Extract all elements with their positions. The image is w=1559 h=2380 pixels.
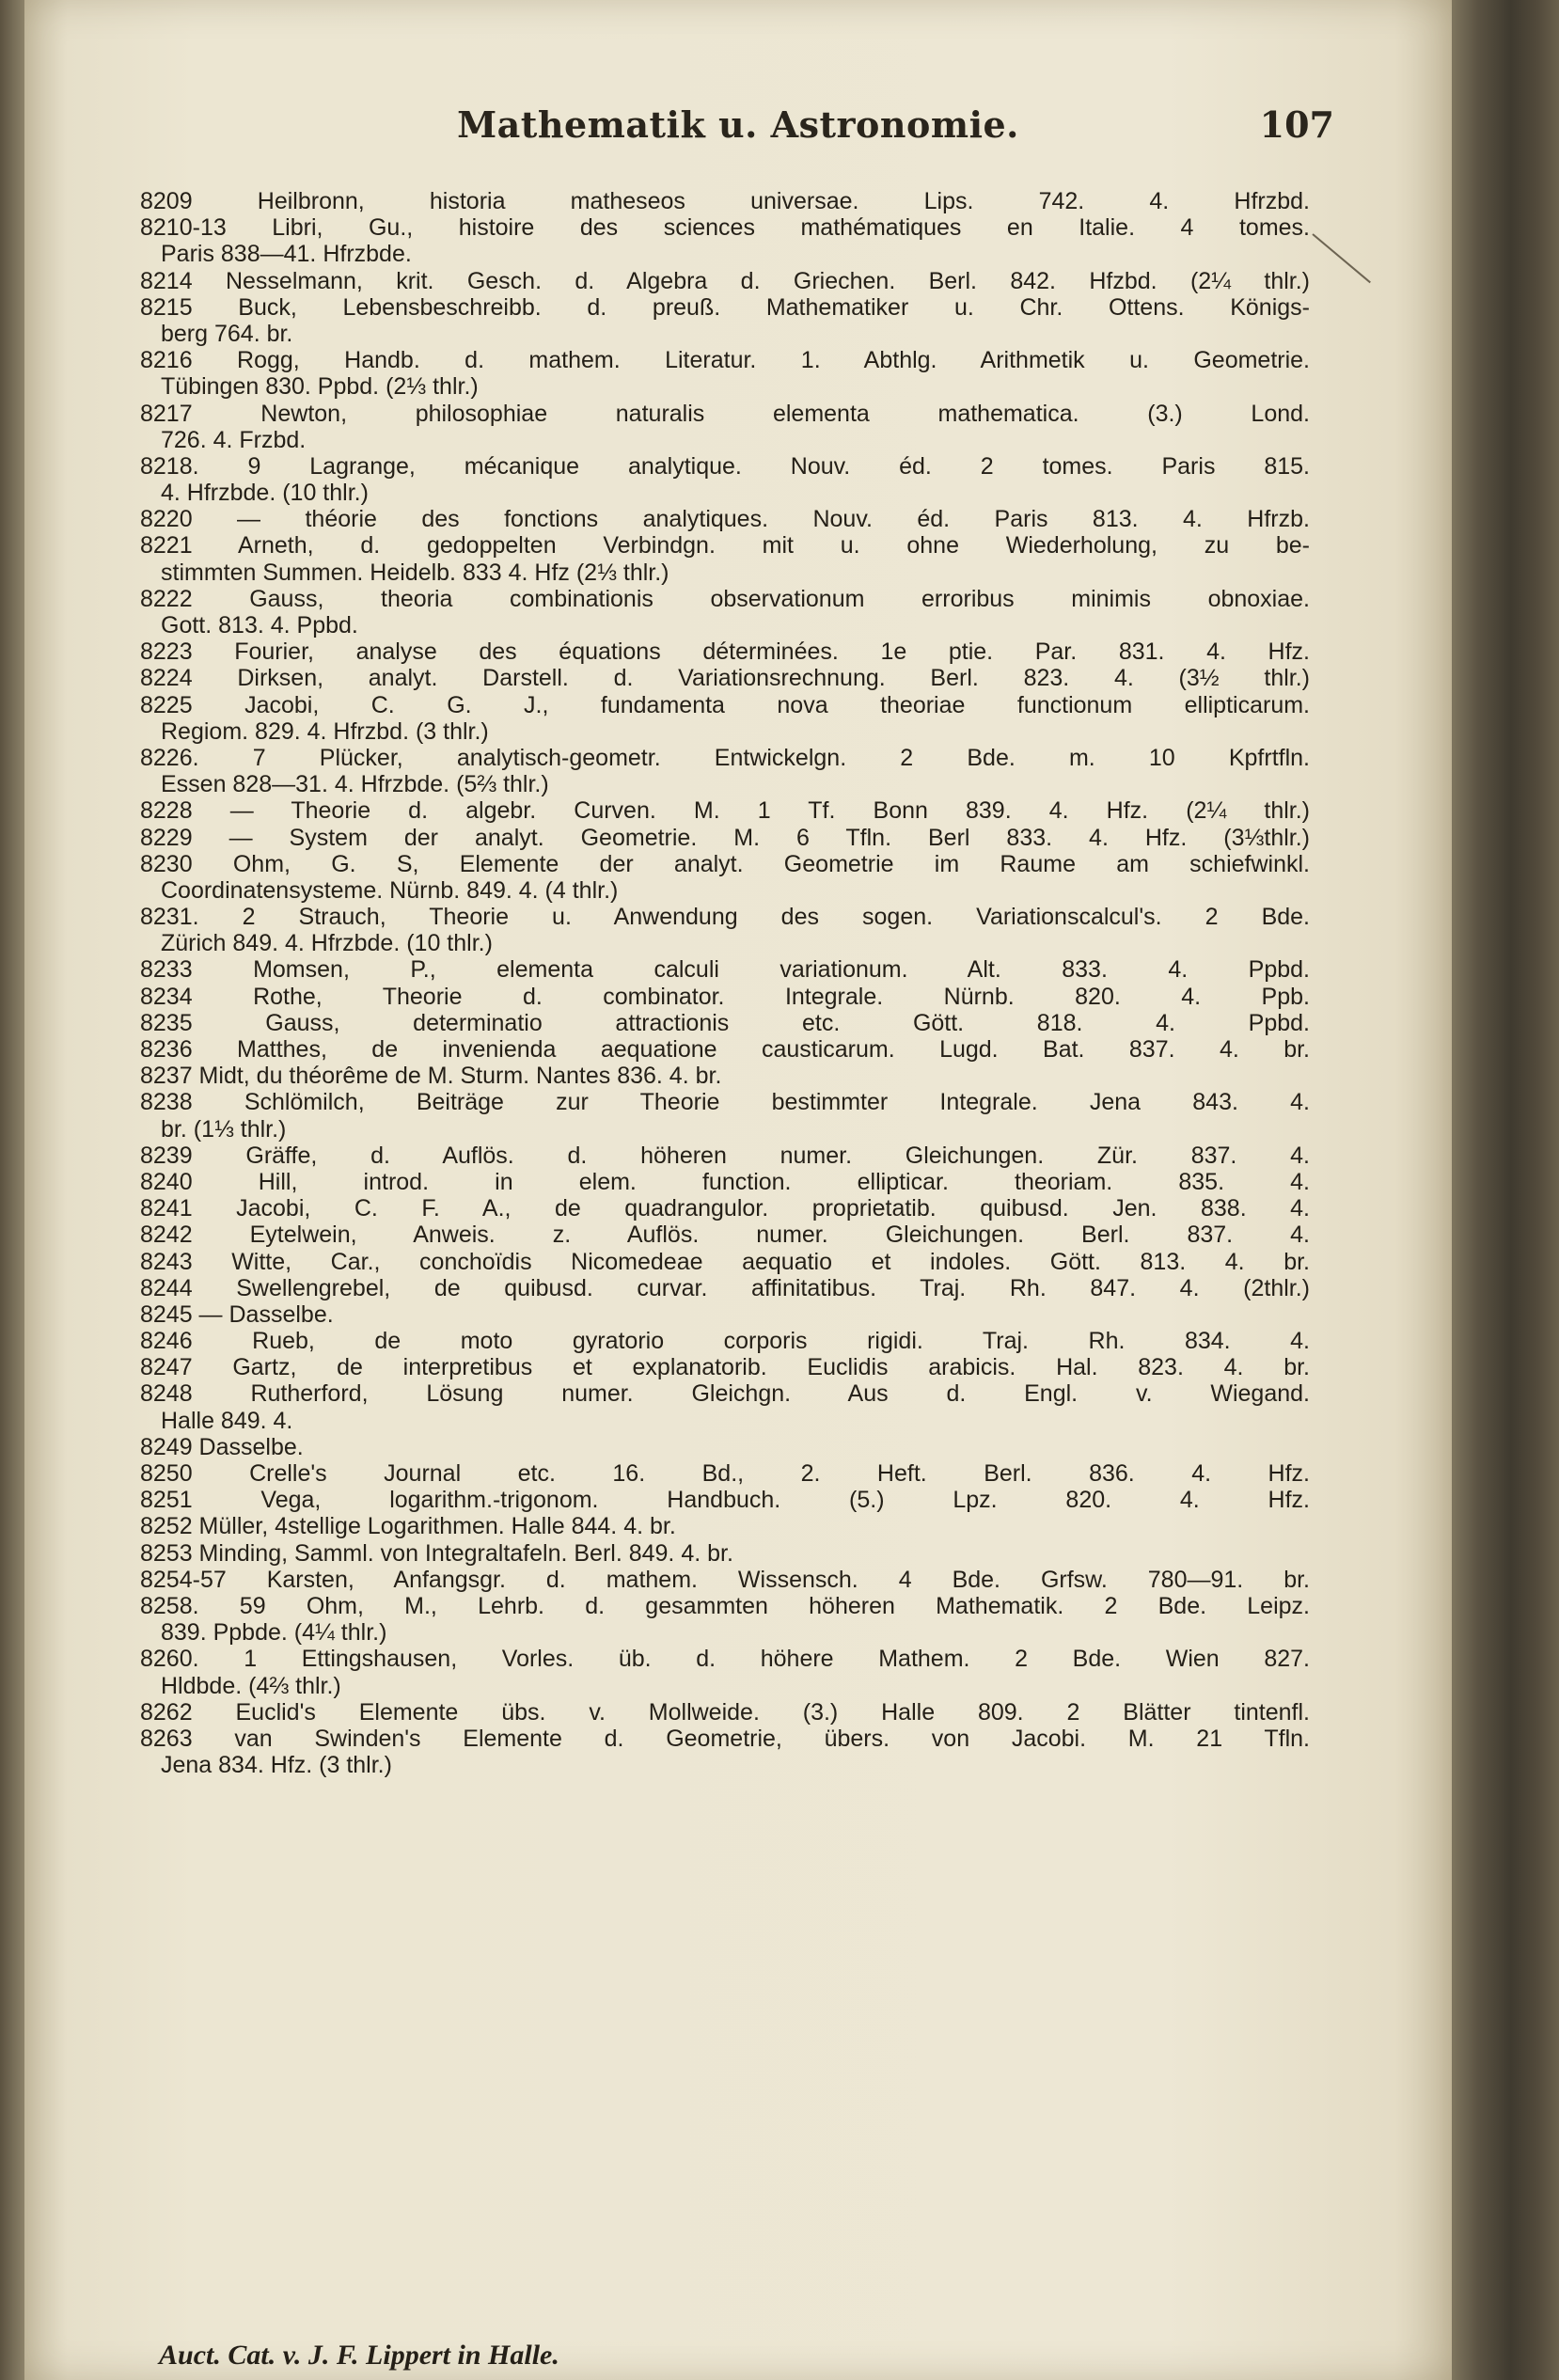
entry-line: 8241 Jacobi, C. F. A., de quadrangulor. proprietatib. quibusd. Jen. 838. 4. <box>140 1195 1310 1222</box>
catalogue-entry <box>140 453 1310 506</box>
entry-line: 8260. 1 Ettingshausen, Vorles. üb. d. höhere Mathem. 2 Bde. Wien 827. <box>140 1646 1310 1673</box>
book-gutter <box>0 0 24 2380</box>
catalogue-entry <box>140 1143 1310 1169</box>
entry-line: Tübingen 830. Ppbd. (2⅓ thlr.) <box>161 373 479 401</box>
entry-line: 8238 Schlömilch, Beiträge zur Theorie bestimmter Integrale. Jena 843. 4. <box>140 1089 1310 1116</box>
catalogue-entry <box>140 347 1310 400</box>
entry-line: 8229 — System der analyt. Geometrie. M. 6 Tfln. Berl 833. 4. Hfz. (3⅓thlr.) <box>140 824 1310 851</box>
entry-line: 8217 Newton, philosophiae naturalis elementa mathematica. (3.) Lond. <box>140 400 1310 427</box>
entry-line: 8237 Midt, du théorême de M. Sturm. Nantes 836. 4. br. <box>140 1063 722 1090</box>
entry-line: 8210-13 Libri, Gu., histoire des sciences mathématiques en Italie. 4 tomes. <box>140 214 1310 242</box>
catalogue-entry <box>140 1354 1310 1380</box>
entry-line: 8222 Gauss, theoria combinationis observationum erroribus minimis obnoxiae. <box>140 585 1310 612</box>
catalogue-entry <box>140 1434 1310 1460</box>
catalogue-entry <box>140 1487 1310 1513</box>
catalogue-entries <box>140 188 1310 1778</box>
entry-line: 8252 Müller, 4stellige Logarithmen. Halle 844. 4. br. <box>140 1513 676 1540</box>
catalogue-entry <box>140 1275 1310 1301</box>
entry-line: 8248 Rutherford, Lösung numer. Gleichgn. Aus d. Engl. v. Wiegand. <box>140 1380 1310 1408</box>
catalogue-entry <box>140 851 1310 904</box>
entry-line: 8223 Fourier, analyse des équations déterminées. 1e ptie. Par. 831. 4. Hfz. <box>140 638 1310 666</box>
entry-line: 8218. 9 Lagrange, mécanique analytique. Nouv. éd. 2 tomes. Paris 815. <box>140 452 1310 480</box>
entry-line: 8254-57 Karsten, Anfangsgr. d. mathem. Wissensch. 4 Bde. Grfsw. 780—91. br. <box>140 1566 1310 1593</box>
catalogue-entry <box>140 401 1310 453</box>
entry-line: 8221 Arneth, d. gedoppelten Verbindgn. mit u. ohne Wiederholung, zu be- <box>140 532 1310 560</box>
entry-line: 8234 Rothe, Theorie d. combinator. Integrale. Nürnb. 820. 4. Ppb. <box>140 983 1310 1010</box>
entry-line: Essen 828—31. 4. Hfrzbde. (5⅔ thlr.) <box>161 771 549 798</box>
entry-line: 8230 Ohm, G. S, Elemente der analyt. Geometrie im Raume am schiefwinkl. <box>140 850 1310 877</box>
entry-line: 8240 Hill, introd. in elem. function. ellipticar. theoriam. 835. 4. <box>140 1168 1310 1195</box>
catalogue-entry <box>140 956 1310 983</box>
catalogue-entry <box>140 1513 1310 1539</box>
entry-line: 8226. 7 Plücker, analytisch-geometr. Entwickelgn. 2 Bde. m. 10 Kpfrtfln. <box>140 744 1310 771</box>
catalogue-entry <box>140 1328 1310 1354</box>
catalogue-entry <box>140 214 1310 267</box>
entry-line: 8244 Swellengrebel, de quibusd. curvar. affinitatibus. Traj. Rh. 847. 4. (2thlr.) <box>140 1274 1310 1301</box>
catalogue-entry <box>140 1222 1310 1248</box>
catalogue-entry <box>140 294 1310 347</box>
catalogue-entry <box>140 1169 1310 1195</box>
catalogue-entry <box>140 1249 1310 1275</box>
catalogue-entry <box>140 745 1310 797</box>
entry-line: 8258. 59 Ohm, M., Lehrb. d. gesammten höheren Mathematik. 2 Bde. Leipz. <box>140 1592 1310 1619</box>
catalogue-entry <box>140 1036 1310 1063</box>
book-page <box>24 0 1452 2380</box>
catalogue-entry <box>140 1460 1310 1487</box>
entry-line: 8225 Jacobi, C. G. J., fundamenta nova theoriae functionum ellipticarum. <box>140 691 1310 718</box>
entry-line: 8235 Gauss, determinatio attractionis etc. Gött. 818. 4. Ppbd. <box>140 1009 1310 1036</box>
page-footer: Auct. Cat. v. J. F. Lippert in Halle. <box>159 2340 559 2371</box>
catalogue-entry <box>140 1567 1310 1593</box>
page-header <box>24 103 1452 160</box>
catalogue-entry <box>140 268 1310 294</box>
catalogue-entry <box>140 665 1310 691</box>
entry-line: 8228 — Theorie d. algebr. Curven. M. 1 Tf. Bonn 839. 4. Hfz. (2¼ thlr.) <box>140 797 1310 825</box>
entry-line: 8224 Dirksen, analyt. Darstell. d. Variationsrechnung. Berl. 823. 4. (3½ thlr.) <box>140 665 1310 692</box>
page-number: 107 <box>1259 103 1334 146</box>
entry-line: 8249 Dasselbe. <box>140 1433 304 1460</box>
catalogue-entry <box>140 1063 1310 1089</box>
entry-line: 726. 4. Frzbd. <box>161 426 307 453</box>
entry-line: 4. Hfrzbde. (10 thlr.) <box>161 480 369 507</box>
catalogue-entry <box>140 1646 1310 1698</box>
entry-line: br. (1⅓ thlr.) <box>161 1115 287 1143</box>
catalogue-entry <box>140 188 1310 214</box>
catalogue-entry <box>140 904 1310 956</box>
entry-line: 8214 Nesselmann, krit. Gesch. d. Algebra d. Griechen. Berl. 842. Hfzbd. (2¼ thlr.) <box>140 267 1310 294</box>
catalogue-entry <box>140 1089 1310 1142</box>
entry-line: 8263 van Swinden's Elemente d. Geometrie, übers. von Jacobi. M. 21 Tfln. <box>140 1725 1310 1752</box>
catalogue-entry <box>140 532 1310 585</box>
catalogue-entry <box>140 825 1310 851</box>
pencil-mark <box>1312 233 1371 283</box>
catalogue-entry <box>140 1540 1310 1567</box>
catalogue-entry <box>140 1195 1310 1222</box>
catalogue-entry <box>140 692 1310 745</box>
entry-line: Coordinatensysteme. Nürnb. 849. 4. (4 thlr.) <box>161 876 619 904</box>
entry-line: 8250 Crelle's Journal etc. 16. Bd., 2. Heft. Berl. 836. 4. Hfz. <box>140 1460 1310 1487</box>
catalogue-entry <box>140 1593 1310 1646</box>
entry-line: 839. Ppbde. (4¼ thlr.) <box>161 1619 387 1647</box>
entry-line: Hldbde. (4⅔ thlr.) <box>161 1672 341 1699</box>
book-binding <box>1452 0 1559 2380</box>
entry-line: 8242 Eytelwein, Anweis. z. Auflös. numer. Gleichungen. Berl. 837. 4. <box>140 1222 1310 1249</box>
entry-line: Jena 834. Hfz. (3 thlr.) <box>161 1752 392 1779</box>
catalogue-entry <box>140 506 1310 532</box>
running-title: Mathematik u. Astronomie. <box>457 103 1019 146</box>
entry-line: Regiom. 829. 4. Hfrzbd. (3 thlr.) <box>161 717 489 745</box>
entry-line: 8262 Euclid's Elemente übs. v. Mollweide. (3.) Halle 809. 2 Blätter tintenfl. <box>140 1698 1310 1726</box>
catalogue-entry <box>140 1380 1310 1433</box>
catalogue-entry <box>140 1010 1310 1036</box>
entry-line: stimmten Summen. Heidelb. 833 4. Hfz (2⅓ thlr.) <box>161 559 669 586</box>
entry-line: 8236 Matthes, de invenienda aequatione causticarum. Lugd. Bat. 837. 4. br. <box>140 1036 1310 1063</box>
entry-line: Gott. 813. 4. Ppbd. <box>161 612 358 638</box>
entry-line: 8220 — théorie des fonctions analytiques. Nouv. éd. Paris 813. 4. Hfrzb. <box>140 506 1310 533</box>
entry-line: 8247 Gartz, de interpretibus et explanatorib. Euclidis arabicis. Hal. 823. 4. br. <box>140 1354 1310 1381</box>
catalogue-entry <box>140 984 1310 1010</box>
entry-line: 8251 Vega, logarithm.-trigonom. Handbuch. (5.) Lpz. 820. 4. Hfz. <box>140 1487 1310 1514</box>
entry-line: berg 764. br. <box>161 320 293 347</box>
entry-line: Halle 849. 4. <box>161 1407 293 1434</box>
entry-line: 8239 Gräffe, d. Auflös. d. höheren numer. Gleichungen. Zür. 837. 4. <box>140 1142 1310 1169</box>
catalogue-entry <box>140 1699 1310 1726</box>
entry-line: 8216 Rogg, Handb. d. mathem. Literatur. 1. Abthlg. Arithmetik u. Geometrie. <box>140 347 1310 374</box>
entry-line: 8209 Heilbronn, historia matheseos universae. Lips. 742. 4. Hfrzbd. <box>140 188 1310 214</box>
entry-line: 8231. 2 Strauch, Theorie u. Anwendung des sogen. Variationscalcul's. 2 Bde. <box>140 904 1310 931</box>
catalogue-entry <box>140 586 1310 638</box>
catalogue-entry <box>140 797 1310 824</box>
entry-line: Paris 838—41. Hfrzbde. <box>161 241 412 268</box>
catalogue-entry <box>140 1726 1310 1778</box>
catalogue-entry <box>140 638 1310 665</box>
entry-line: Zürich 849. 4. Hfrzbde. (10 thlr.) <box>161 930 493 957</box>
entry-line: 8245 — Dasselbe. <box>140 1300 334 1328</box>
entry-line: 8253 Minding, Samml. von Integraltafeln. Berl. 849. 4. br. <box>140 1539 733 1567</box>
entry-line: 8243 Witte, Car., conchoïdis Nicomedeae aequatio et indoles. Gött. 813. 4. br. <box>140 1248 1310 1275</box>
entry-line: 8215 Buck, Lebensbeschreibb. d. preuß. Mathematiker u. Chr. Ottens. Königs- <box>140 293 1310 321</box>
entry-line: 8246 Rueb, de moto gyratorio corporis rigidi. Traj. Rh. 834. 4. <box>140 1328 1310 1355</box>
catalogue-entry <box>140 1301 1310 1328</box>
entry-line: 8233 Momsen, P., elementa calculi variationum. Alt. 833. 4. Ppbd. <box>140 956 1310 984</box>
